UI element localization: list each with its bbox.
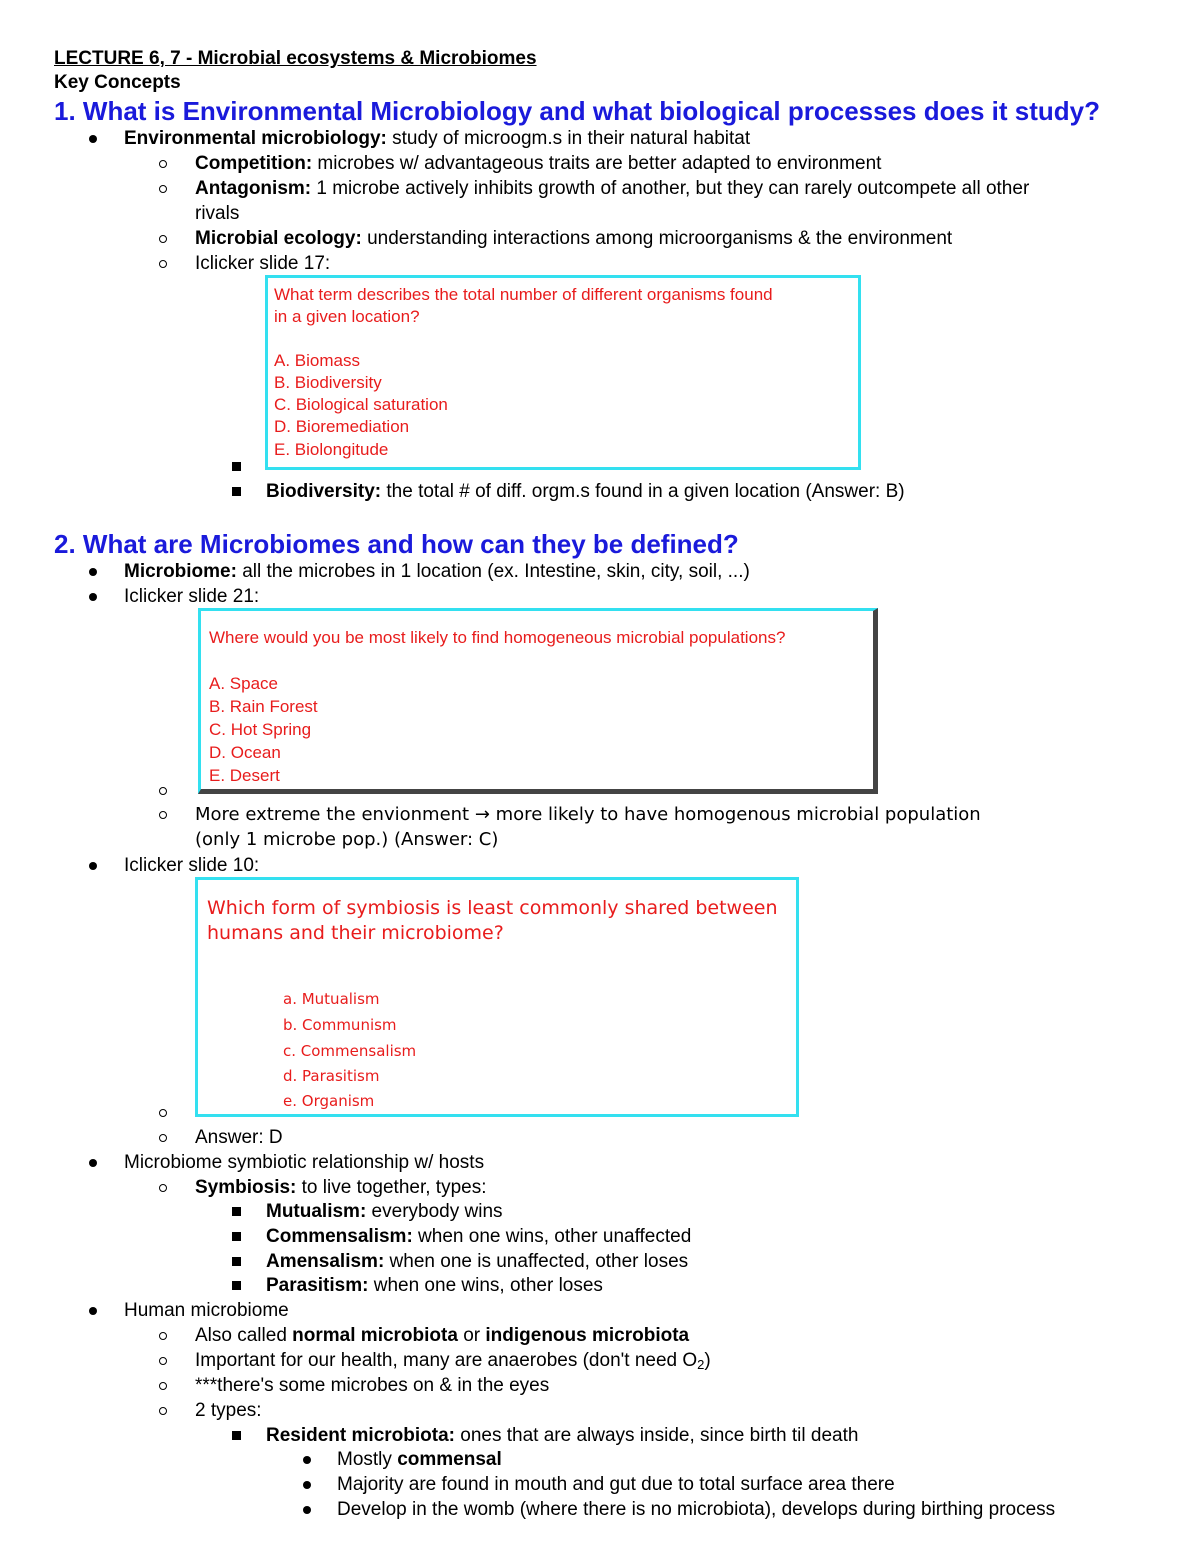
iclicker-17-label: Iclicker slide 17:	[195, 253, 331, 274]
slide-option: e. Organism	[283, 1092, 375, 1110]
square-bullet-icon	[225, 479, 247, 504]
slide-option: D. Bioremediation	[274, 417, 410, 436]
biodiversity-answer: Biodiversity: the total # of diff. orgm.s found in a given location (Answer: B)	[266, 481, 905, 502]
slide-question: What term describes the total number of different organisms found	[274, 285, 773, 304]
slide-question: Which form of symbiosis is least commonly shared between	[207, 897, 778, 919]
health-item: Important for our health, many are anaerobes (don't need O2)	[195, 1350, 711, 1372]
extreme-environment-note: More extreme the envionment → more likely to have homogenous microbial population	[195, 804, 981, 825]
symbiosis-type: Parasitism: when one wins, other loses	[266, 1275, 603, 1296]
slide-option: d. Parasitism	[283, 1067, 380, 1085]
bullet-icon	[296, 1472, 318, 1497]
circle-bullet-icon	[152, 802, 174, 827]
slide-option: A. Space	[209, 674, 278, 693]
symbiosis-type: Amensalism: when one is unaffected, other loses	[266, 1251, 689, 1272]
iclicker-slide-21-image	[198, 608, 878, 794]
slide-option: c. Commensalism	[283, 1042, 417, 1060]
symbiosis-type: Mutualism: everybody wins	[266, 1201, 503, 1222]
bullet-icon	[296, 1497, 318, 1522]
slide-option: D. Ocean	[209, 743, 281, 762]
bullet-icon	[82, 559, 104, 584]
also-called-item: Also called normal microbiota or indigenous microbiota	[195, 1325, 690, 1346]
bullet-icon	[82, 1150, 104, 1175]
slide-question: Where would you be most likely to find homogeneous microbial populations?	[209, 628, 786, 647]
circle-bullet-icon	[152, 778, 174, 803]
circle-bullet-icon	[152, 1323, 174, 1348]
square-bullet-icon	[225, 1423, 247, 1448]
human-microbiome-item: Human microbiome	[124, 1300, 289, 1321]
symbiosis-type: Commensalism: when one wins, other unaffected	[266, 1226, 692, 1247]
env-microbiology-item: Environmental microbiology: study of microogm.s in their natural habitat	[124, 128, 751, 149]
square-bullet-icon	[225, 454, 247, 479]
resident-microbiota-item: Resident microbiota: ones that are always inside, since birth til death	[266, 1425, 859, 1446]
bullet-icon	[82, 584, 104, 609]
extreme-environment-note-cont: (only 1 microbe pop.) (Answer: C)	[195, 829, 499, 850]
circle-bullet-icon	[152, 251, 174, 276]
answer-d: Answer: D	[195, 1127, 283, 1148]
heading-q2: 2. What are Microbiomes and how can they be defined?	[54, 529, 739, 559]
slide-option: C. Biological saturation	[274, 395, 448, 414]
square-bullet-icon	[225, 1273, 247, 1298]
subtitle: Key Concepts	[54, 72, 181, 93]
majority-item: Majority are found in mouth and gut due to total surface area there	[337, 1474, 895, 1495]
slide-option: E. Biolongitude	[274, 440, 389, 459]
slide-option: b. Communism	[283, 1016, 397, 1034]
antagonism-item-cont: rivals	[195, 203, 240, 224]
antagonism-item: Antagonism: 1 microbe actively inhibits growth of another, but they can rarely outcompete all other	[195, 178, 1030, 199]
bullet-icon	[82, 126, 104, 151]
slide-option: A. Biomass	[274, 351, 360, 370]
competition-item: Competition: microbes w/ advantageous traits are better adapted to environment	[195, 153, 882, 174]
iclicker-slide-17-image	[265, 275, 861, 470]
mostly-commensal-item: Mostly commensal	[337, 1449, 502, 1470]
two-types-item: 2 types:	[195, 1400, 262, 1421]
iclicker-10-label: Iclicker slide 10:	[124, 855, 260, 876]
bullet-icon	[82, 1298, 104, 1323]
microbial-ecology-item: Microbial ecology: understanding interactions among microorganisms & the environment	[195, 228, 953, 249]
iclicker-21-label: Iclicker slide 21:	[124, 586, 260, 607]
circle-bullet-icon	[152, 1398, 174, 1423]
circle-bullet-icon	[152, 1175, 174, 1200]
womb-item: Develop in the womb (where there is no microbiota), develops during birthing process	[337, 1499, 1056, 1520]
square-bullet-icon	[225, 1224, 247, 1249]
bullet-icon	[82, 853, 104, 878]
slide-option: C. Hot Spring	[209, 720, 312, 739]
slide-option: a. Mutualism	[283, 990, 380, 1008]
circle-bullet-icon	[152, 1373, 174, 1398]
circle-bullet-icon	[152, 1348, 174, 1373]
symbiotic-relationship-item: Microbiome symbiotic relationship w/ hosts	[124, 1152, 485, 1173]
microbiome-item: Microbiome: all the microbes in 1 location (ex. Intestine, skin, city, soil, ...)	[124, 561, 750, 582]
circle-bullet-icon	[152, 151, 174, 176]
slide-option: E. Desert	[209, 766, 280, 785]
slide-question: humans and their microbiome?	[207, 922, 504, 944]
slide-option: B. Biodiversity	[274, 373, 382, 392]
bullet-icon	[296, 1447, 318, 1472]
slide-question: in a given location?	[274, 307, 420, 326]
circle-bullet-icon	[152, 1125, 174, 1150]
heading-q1: 1. What is Environmental Microbiology and what biological processes does it study?	[54, 96, 1100, 126]
square-bullet-icon	[225, 1249, 247, 1274]
circle-bullet-icon	[152, 1100, 174, 1125]
eyes-item: ***there's some microbes on & in the eyes	[195, 1375, 550, 1396]
symbiosis-item: Symbiosis: to live together, types:	[195, 1177, 487, 1198]
square-bullet-icon	[225, 1199, 247, 1224]
circle-bullet-icon	[152, 176, 174, 201]
slide-option: B. Rain Forest	[209, 697, 318, 716]
iclicker-slide-10-image	[195, 877, 799, 1117]
page-title: LECTURE 6, 7 - Microbial ecosystems & Microbiomes	[54, 48, 537, 69]
circle-bullet-icon	[152, 226, 174, 251]
